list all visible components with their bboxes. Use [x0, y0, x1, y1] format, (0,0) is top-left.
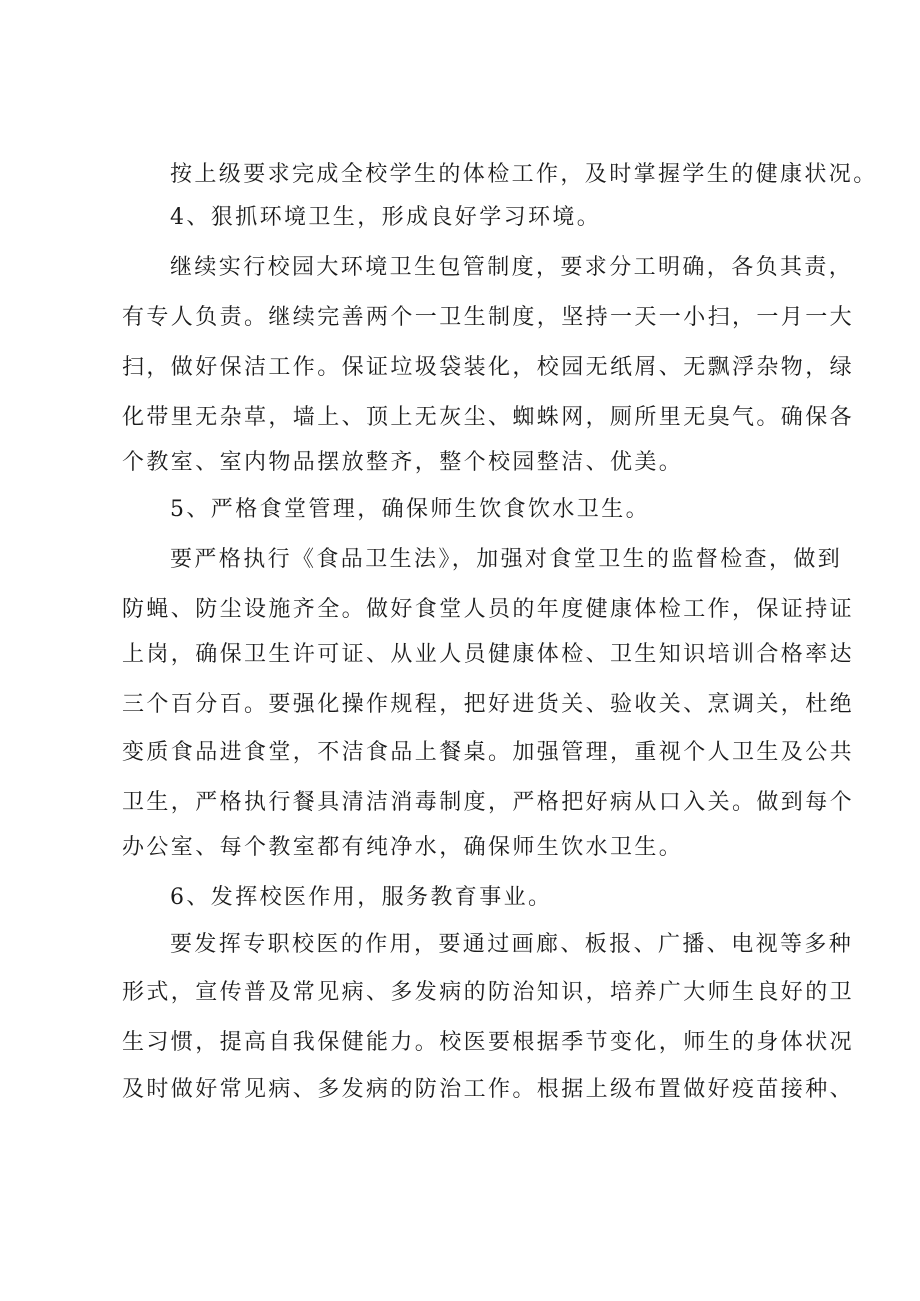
text-line: 形式，宣传普及常见病、多发病的防治知识，培养广大师生良好的卫: [122, 980, 855, 1005]
text-line: 要发挥专职校医的作用，要通过画廊、板报、广播、电视等多种: [170, 932, 854, 957]
text-line: 生习惯，提高自我保健能力。校医要根据季节变化，师生的身体状况: [122, 1030, 855, 1055]
text-line: 三个百分百。要强化操作规程，把好进货关、验收关、烹调关，杜绝: [122, 692, 855, 717]
text-line: 扫，做好保洁工作。保证垃圾袋装化，校园无纸屑、无飘浮杂物，绿: [122, 355, 855, 380]
text-line: 办公室、每个教室都有纯净水，确保师生饮水卫生。: [122, 835, 684, 860]
text-line: 变质食品进食堂，不洁食品上餐桌。加强管理，重视个人卫生及公共: [122, 740, 855, 765]
text-line: 继续实行校园大环境卫生包管制度，要求分工明确，各负其责，: [170, 255, 854, 280]
text-line: 及时做好常见病、多发病的防治工作。根据上级布置做好疫苗接种、: [122, 1077, 855, 1102]
section-heading: 6、发挥校医作用，服务教育事业。: [170, 885, 553, 910]
text-line: 有专人负责。继续完善两个一卫生制度，坚持一天一小扫，一月一大: [122, 305, 855, 330]
text-line: 防蝇、防尘设施齐全。做好食堂人员的年度健康体检工作，保证持证: [122, 597, 855, 622]
section-heading: 5、严格食堂管理，确保师生饮食饮水卫生。: [170, 497, 650, 522]
text-line: 按上级要求完成全校学生的体检工作，及时掌握学生的健康状况。: [170, 162, 878, 187]
section-heading: 4、狠抓环境卫生，形成良好学习环境。: [170, 205, 602, 230]
text-line: 卫生，严格执行餐具清洁消毒制度，严格把好病从口入关。做到每个: [122, 790, 855, 815]
text-line: 要严格执行《食品卫生法》，加强对食堂卫生的监督检查，做到: [170, 547, 843, 572]
text-line: 个教室、室内物品摆放整齐，整个校园整洁、优美。: [122, 450, 684, 475]
text-line: 化带里无杂草，墙上、顶上无灰尘、蜘蛛网，厕所里无臭气。确保各: [122, 405, 855, 430]
text-line: 上岗，确保卫生许可证、从业人员健康体检、卫生知识培训合格率达: [122, 642, 855, 667]
